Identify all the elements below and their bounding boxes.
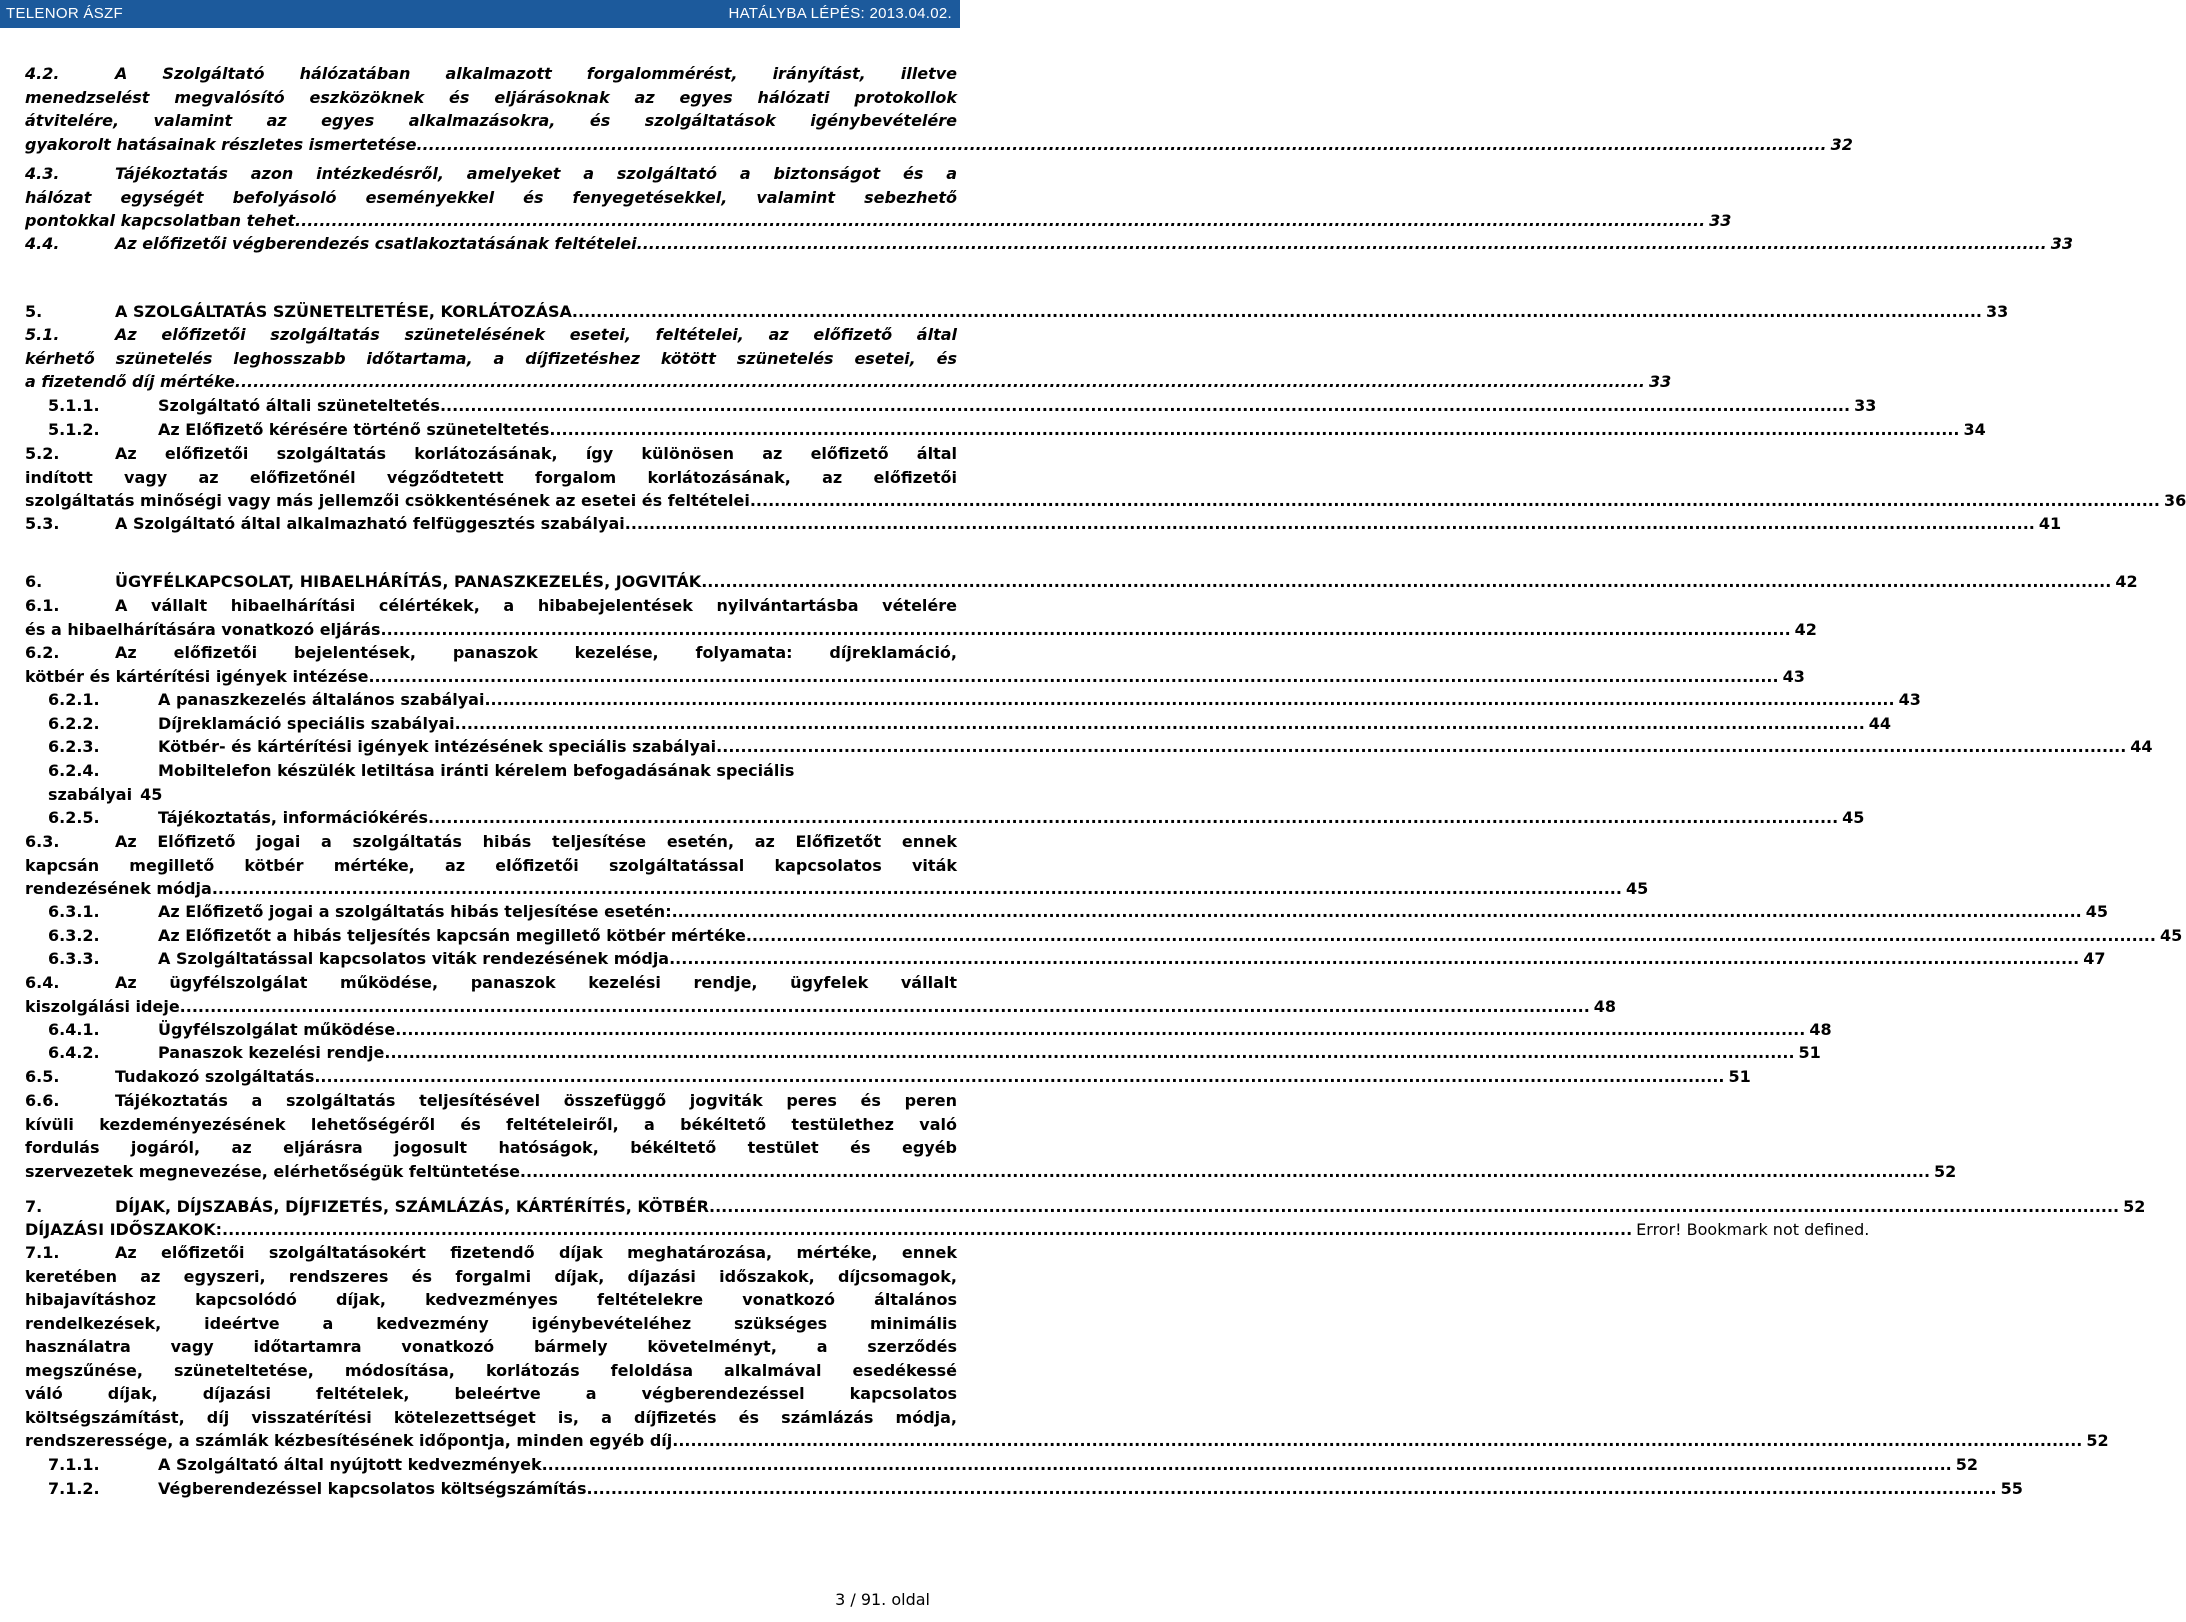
toc-leader-dots [542,1453,1952,1477]
toc-number: 6. [25,572,43,591]
toc-number: 6.2. [25,643,60,662]
toc-page-number: 48 [1593,996,1617,1016]
toc-title-line: használatra vagy időtartamra vonatkozó bármely követelményt, a szerződés [25,1337,957,1356]
toc-title-line: kapcsán megillető kötbér mértéke, az előfizetői szolgáltatással kapcsolatos viták [25,855,957,875]
toc-title-line: A Szolgáltató hálózatában alkalmazott forgalommérést, irányítást, illetve [115,64,957,83]
toc-number: 6.3.1. [48,902,100,921]
toc-number: 5.1.2. [48,420,100,439]
toc-number: 6.4.1. [48,1020,100,1039]
toc-leader-dots [672,1429,2082,1453]
toc-title-line: váló díjak, díjazási feltételek, beleértve a végberendezéssel kapcsolatos [25,1384,957,1403]
toc-leader-dots [384,1041,1794,1065]
toc-title-line: Kötbér- és kártérítési igények intézésének speciális szabályai [158,737,717,756]
toc-page-number: 43 [1782,666,1805,686]
toc-title-line: A Szolgáltatással kapcsolatos viták rendezésének módja [158,949,670,968]
toc-title-line: Az előfizetői végberendezés csatlakoztatásának feltételei [115,234,637,253]
toc-entry-e5-2[interactable] [25,442,2186,513]
toc-leader-dots [395,1018,1805,1042]
toc-entry-e7-periods[interactable] [25,1218,1870,1242]
toc-entry-e6-3-3[interactable] [48,947,2106,971]
toc-title-line: fordulás jogáról, az eljárásra jogosult hatóságok, békéltető testület és egyéb [25,1138,957,1157]
toc-page-number: 32 [1830,134,1853,154]
toc-number: 6.2.2. [48,714,100,733]
toc-number: 6.3. [25,832,60,851]
toc-entry-e5-1-1[interactable] [48,394,1877,418]
toc-leader-dots [416,133,1826,157]
toc-page-number: 44 [2130,737,2153,756]
toc-number: 6.2.1. [48,690,100,709]
toc-entry-e6[interactable] [25,570,2138,594]
toc-title-line: Az előfizetői szolgáltatás korlátozásának, így különösen az előfizető által [115,444,957,463]
toc-page-number: 52 [2086,1431,2109,1450]
toc-entry-e7[interactable] [25,1195,2146,1219]
header-title: TELENOR ÁSZF [6,5,123,22]
toc-leader-dots [672,900,2082,924]
toc-leader-dots [637,232,2047,256]
toc-page-number: 45 [2159,926,2183,945]
toc-leader-dots [440,394,1850,418]
toc-entry-e7-1[interactable] [25,1241,2109,1453]
header-effective-date: HATÁLYBA LÉPÉS: 2013.04.02. [728,5,952,22]
toc-entry-e6-6[interactable] [25,1089,1957,1183]
toc-title-line: szolgáltatás minőségi vagy más jellemzői csökkentésének az esetei és feltételei [25,491,750,510]
toc-title-line: Tájékoztatás azon intézkedésről, amelyeket a szolgáltató a biztonságot és a [115,164,957,183]
toc-entry-e4-4[interactable] [25,232,2074,256]
toc-number: 6.2.5. [48,808,100,827]
toc-number: 6.4. [25,973,60,992]
toc-number: 4.2. [25,64,60,83]
toc-page-number: 34 [1963,420,1986,439]
toc-page-number: 52 [1934,1161,1957,1181]
toc-entry-e7-1-1[interactable] [48,1453,1978,1477]
toc-page-number: 45 [1625,879,1649,898]
toc-entry-e4-3[interactable] [25,162,1732,233]
toc-page-number: 41 [2038,514,2062,533]
toc-title-line: rendszeressége, a számlák kézbesítésének időpontja, minden egyéb díj [25,1431,673,1450]
toc-entry-e5[interactable] [25,300,2009,324]
toc-entry-e6-2-5[interactable] [48,806,1865,830]
toc-entry-e4-2[interactable] [25,62,1853,156]
toc-title-line: Az előfizetői bejelentések, panaszok kezelése, folyamata: díjreklamáció, [115,643,957,662]
toc-title-line: A panaszkezelés általános szabályai [158,690,485,709]
toc-title-line: Az Előfizető jogai a szolgáltatás hibás teljesítése esetén: [158,902,672,921]
toc-title-line: megszűnése, szüneteltetése, módosítása, korlátozás feloldása alkalmával esedékessé [25,1360,957,1380]
toc-title-line: Az előfizetői szolgáltatás szünetelésének esetei, feltételei, az előfizető által [115,325,957,344]
toc-page-number: 36 [2163,491,2186,510]
toc-title-line: és a hibaelhárítására vonatkozó eljárás [25,619,381,639]
toc-title-line: ÜGYFÉLKAPCSOLAT, HIBAELHÁRÍTÁS, PANASZKEZELÉS, JOGVITÁK [115,572,702,591]
toc-title-line: rendezésének módja [25,879,212,898]
toc-leader-dots [368,665,1778,689]
toc-title-line: Szolgáltató általi szüneteltetés [158,396,440,415]
toc-title-line: Ügyfélszolgálat működése [158,1020,396,1039]
toc-page-number: 33 [1709,211,1732,230]
toc-title-line: Az Előfizető kérésére történő szüneteltetés [158,420,550,439]
toc-entry-e6-3[interactable] [25,830,1649,901]
toc-leader-dots [716,735,2126,759]
toc-leader-dots [572,300,1982,324]
toc-title-line: keretében az egyszeri, rendszeres és forgalmi díjak, díjazási időszakok, díjcsomagok, [25,1266,957,1286]
toc-number: 6.3.2. [48,926,100,945]
toc-page-number: 55 [2000,1479,2023,1498]
toc-title-line: költségszámítást, díj visszatérítési kötelezettséget is, a díjfizetés és számlázás módja, [25,1407,957,1427]
toc-entry-e6-1[interactable] [25,594,1817,641]
toc-leader-dots [381,618,1791,642]
toc-entry-e6-5[interactable] [25,1065,1751,1089]
toc-title-line: gyakorolt hatásainak részletes ismertetése [25,134,417,154]
toc-title-line: A vállalt hibaelhárítási célértékek, a hibabejelentések nyilvántartásba vételére [115,596,957,615]
toc-leader-dots [701,570,2111,594]
toc-title-line: Panaszok kezelési rendje [158,1043,385,1062]
toc-title-line: A Szolgáltató által nyújtott kedvezmények [158,1455,542,1474]
toc-entry-e6-4[interactable] [25,971,1617,1018]
toc-leader-dots [746,924,2156,948]
toc-title-line: Az ügyfélszolgálat működése, panaszok kezelési rendje, ügyfelek vállalt [115,973,957,992]
toc-title-line: hibajavításhoz kapcsolódó díjak, kedvezményes feltételekre vonatkozó általános [25,1290,957,1309]
toc-leader-dots [180,995,1590,1019]
toc-leader-dots [549,418,1959,442]
toc-entry-e5-3[interactable] [25,512,2062,536]
toc-number: 7.1. [25,1243,60,1262]
toc-page-number: 52 [2123,1197,2146,1216]
toc-page-number: 45 [140,784,163,804]
toc-number: 4.3. [25,164,60,183]
toc-page-number: 52 [1955,1455,1978,1474]
toc-number: 5.1. [25,325,60,344]
toc-title-line: szervezetek megnevezése, elérhetőségük feltüntetése [25,1161,520,1181]
document-header [0,0,960,28]
toc-entry-e6-2-1[interactable] [48,688,1921,712]
toc-leader-dots [428,806,1838,830]
toc-entry-e5-1-2[interactable] [48,418,1986,442]
toc-title-line: kívüli kezdeményezésének lehetőségéről és feltételeiről, a békéltető testülethez való [25,1114,957,1134]
toc-number: 5.2. [25,444,60,463]
toc-page-number: 45 [1842,808,1865,827]
toc-entry-e6-4-2[interactable] [48,1041,1821,1065]
toc-title-line: A SZOLGÁLTATÁS SZÜNETELTETÉSE, KORLÁTOZÁSA [115,302,572,321]
toc-title-line: DÍJAK, DÍJSZABÁS, DÍJFIZETÉS, SZÁMLÁZÁS, KÁRTÉRÍTÉS, KÖTBÉR [115,1197,709,1216]
toc-entry-e5-1[interactable] [25,323,1672,394]
toc-leader-dots [212,877,1622,901]
toc-number: 5.1.1. [48,396,100,415]
toc-entry-e6-2-4[interactable] [48,759,957,806]
toc-title-line: rendelkezések, ideértve a kedvezmény igénybevételéhez szükséges minimális [25,1313,957,1333]
toc-page-number: Error! Bookmark not defined. [1636,1220,1870,1239]
toc-number: 7.1.1. [48,1455,100,1474]
toc-entry-e6-2[interactable] [25,641,1805,688]
toc-title: Mobiltelefon készülék letiltása iránti kérelem befogadásának speciális [158,761,795,780]
toc-entry-e6-3-1[interactable] [48,900,2108,924]
toc-title-line: átvitelére, valamint az egyes alkalmazásokra, és szolgáltatások igénybevételére [25,111,957,130]
toc-page-number: 33 [1648,372,1672,391]
toc-page-number: 51 [1798,1043,1821,1062]
toc-leader-dots [222,1218,1632,1242]
toc-title-line: Az Előfizető jogai a szolgáltatás hibás teljesítése esetén, az Előfizetőt ennek [115,832,957,851]
toc-page-number: 48 [1809,1020,1832,1039]
toc-title-line: Végberendezéssel kapcsolatos költségszámítás [158,1479,587,1498]
toc-page-number: 47 [2083,949,2106,968]
toc-leader-dots [587,1477,1997,1501]
toc-entry-e7-1-2[interactable] [48,1477,2023,1501]
toc-number: 6.5. [25,1067,60,1086]
toc-page-number: 33 [1854,396,1877,415]
toc-title-line: kiszolgálási ideje [25,996,180,1016]
toc-entry-e6-3-2[interactable] [48,924,2183,948]
toc-entry-e6-2-2[interactable] [48,712,1892,736]
toc-title-line: DÍJAZÁSI IDŐSZAKOK: [25,1220,223,1239]
toc-leader-dots [625,512,2035,536]
toc-title-line: Az Előfizetőt a hibás teljesítés kapcsán megillető kötbér mértéke [158,926,746,945]
toc-leader-dots [455,712,1865,736]
toc-page-number: 43 [1898,690,1921,709]
toc-page-number: 42 [2115,572,2138,591]
toc-title-line: Tájékoztatás, információkérés [158,808,429,827]
page-number: 3 / 91. oldal [835,1590,930,1609]
toc-page-number: 45 [2085,902,2108,921]
toc-page-number: 44 [1868,714,1892,733]
toc-title-line: kötbér és kártérítési igények intézése [25,666,369,686]
toc-entry-e6-2-3[interactable] [48,735,2153,759]
toc-title-line: Az előfizetői szolgáltatásokért fizetendő díjak meghatározása, mértéke, ennek [115,1243,957,1262]
toc-number: 7.1.2. [48,1479,100,1498]
toc-leader-dots [520,1160,1930,1184]
toc-leader-dots [484,688,1894,712]
toc-title-line: kérhető szünetelés leghosszabb időtartama, a díjfizetéshez kötött szünetelés esetei, és [25,348,957,368]
toc-title-line: A Szolgáltató által alkalmazható felfüggesztés szabályai [115,514,625,533]
toc-number: 7. [25,1197,43,1216]
toc-title-line: pontokkal kapcsolatban tehet [25,211,296,230]
toc-number: 6.6. [25,1091,60,1110]
toc-number: 6.2.4. [48,761,100,780]
toc-page-number: 42 [1794,619,1817,639]
toc-leader-dots [314,1065,1724,1089]
toc-title-line: indított vagy az előfizetőnél végződtetett forgalom korlátozásának, az előfizetői [25,467,957,487]
toc-leader-dots [669,947,2079,971]
toc-leader-dots [235,370,1645,394]
toc-title-line: hálózat egységét befolyásoló eseményekkel és fenyegetésekkel, valamint sebezhető [25,187,957,207]
toc-title-line: Tájékoztatás a szolgáltatás teljesítésével összefüggő jogviták peres és peren [115,1091,957,1110]
toc-number: 4.4. [25,234,60,253]
toc-leader-dots [295,209,1705,233]
toc-page-number: 33 [1985,302,2009,321]
toc-number: 5.3. [25,514,60,533]
toc-page-number: 33 [2050,234,2074,253]
toc-title-line: Díjreklamáció speciális szabályai [158,714,455,733]
toc-number: 6.2.3. [48,737,100,756]
toc-leader-dots [750,489,2160,513]
toc-number: 6.4.2. [48,1043,100,1062]
toc-title-continuation: szabályai [48,784,133,804]
toc-number: 6.3.3. [48,949,100,968]
toc-number: 5. [25,302,43,321]
toc-page-number: 51 [1728,1067,1751,1086]
toc-leader-dots [709,1195,2119,1219]
toc-title-line: Tudakozó szolgáltatás [115,1067,315,1086]
toc-number: 6.1. [25,596,60,615]
toc-title-line: a fizetendő díj mértéke [25,372,235,391]
toc-entry-e6-4-1[interactable] [48,1018,1832,1042]
toc-title-line: menedzselést megvalósító eszközöknek és eljárásoknak az egyes hálózati protokollok [25,87,957,107]
